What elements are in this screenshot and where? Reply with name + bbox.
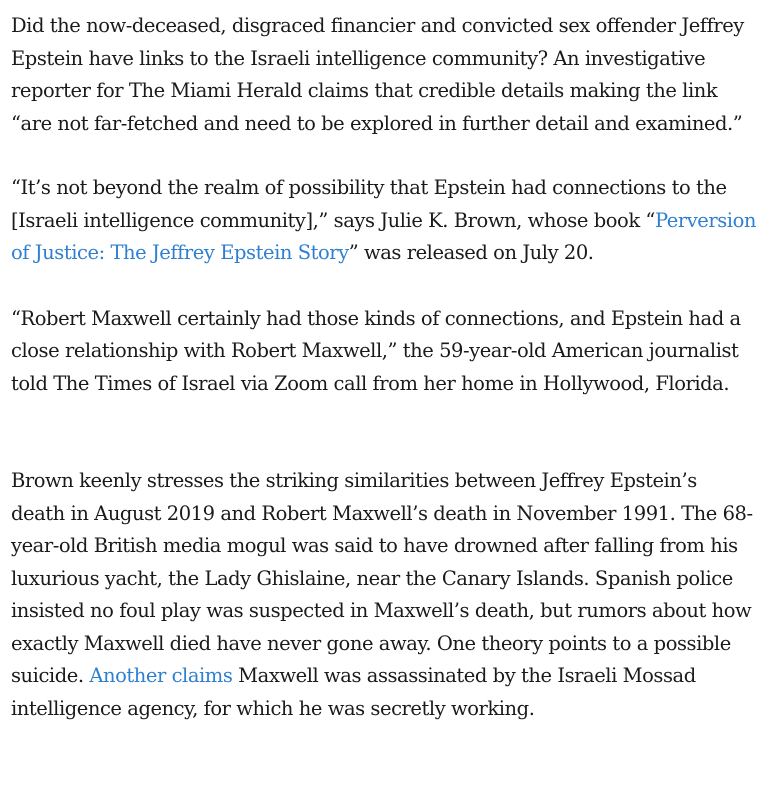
paragraph-brown-quote-text: “It’s not beyond the realm of possibility that Epstein had connections to the [Israeli intelligence community],” says Julie K. Brown, whose book “: [11, 176, 727, 232]
paragraph-similarities-tail: Maxwell was assassinated by the Israeli Mossad intelligence agency, for which he was secretly working.: [11, 664, 696, 720]
paragraph-similarities: [11, 465, 756, 725]
paragraph-intro: Did the now-deceased, disgraced financier and convicted sex offender Jeffrey Epstein have links to the Israeli intelligence community? An investigative reporter for The Miami Herald claims that credible details making the link “are not far-fetched and need to be explored in further detail and examined.”: [11, 14, 744, 135]
book-title-link[interactable]: Perversion of Justice: The Jeffrey Epstein Story: [11, 208, 756, 264]
another-claims-link[interactable]: Another claims: [89, 664, 233, 687]
paragraph-brown-quote: [11, 172, 756, 270]
paragraph-brown-quote-tail: ” was released on July 20.: [348, 241, 594, 264]
paragraph-similarities-text: Brown keenly stresses the striking similarities between Jeffrey Epstein’s death in August 2019 and Robert Maxwell’s death in November 1991. The 68-year-old British media mogul was said to have drowned after falling from his luxurious yacht, the Lady Ghislaine, near the Canary Islands. Spanish police insisted no foul play was suspected in Maxwell’s death, but rumors about how exactly Maxwell died have never gone away. One theory points to a possible suicide.: [11, 469, 753, 687]
paragraph-maxwell-quote: “Robert Maxwell certainly had those kinds of connections, and Epstein had a close relationship with Robert Maxwell,” the 59-year-old American journalist told The Times of Israel via Zoom call from her home in Hollywood, Florida.: [11, 306, 741, 395]
